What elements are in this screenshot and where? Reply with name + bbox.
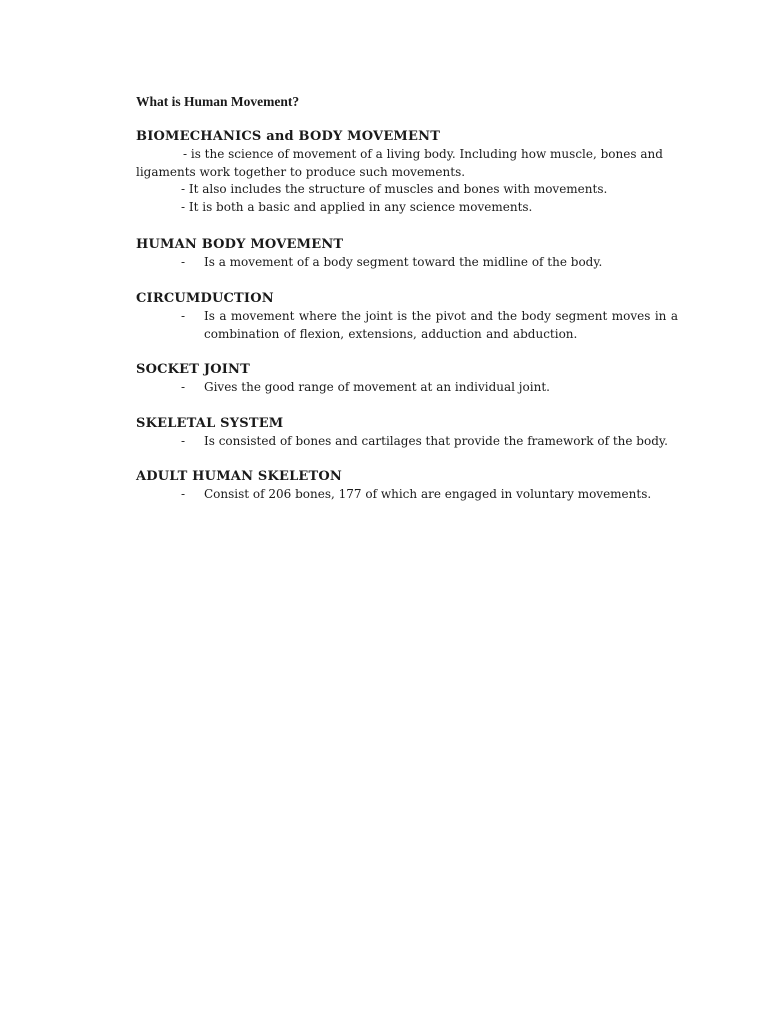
list-item-text: Gives the good range of movement at an individual joint. <box>204 380 550 394</box>
list-item <box>136 433 681 451</box>
section-adult-human-skeleton <box>136 468 681 504</box>
list-item-text: Is a movement where the joint is the pivot and the body segment moves in a combination of flexion, extensions, adduction and abduction. <box>204 309 678 341</box>
section-heading: CIRCUMDUCTION <box>136 291 274 306</box>
bullet-dash: - <box>181 309 186 323</box>
list-item-text: Is consisted of bones and cartilages that provide the framework of the body. <box>204 434 668 448</box>
list-item <box>136 379 681 397</box>
section-skeletal-system <box>136 415 681 451</box>
section-biomechanics <box>136 128 681 216</box>
paragraph-line <box>136 164 681 182</box>
paragraph-line <box>136 146 681 164</box>
paragraph-line <box>136 181 681 199</box>
list-item-text: Is a movement of a body segment toward the midline of the body. <box>204 255 603 269</box>
section-heading: BIOMECHANICS and BODY MOVEMENT <box>136 129 441 144</box>
bullet-dash: - <box>181 487 186 501</box>
bullet-dash: - <box>181 380 186 394</box>
bullet-dash: - <box>181 255 186 269</box>
list-item-text: Consist of 206 bones, 177 of which are engaged in voluntary movements. <box>204 487 652 501</box>
section-heading: SKELETAL SYSTEM <box>136 416 284 431</box>
section-heading: ADULT HUMAN SKELETON <box>136 469 343 484</box>
paragraph-line-text: - It is both a basic and applied in any science movements. <box>181 199 533 214</box>
paragraph-line-text: - It also includes the structure of muscles and bones with movements. <box>181 182 608 196</box>
section-human-body-movement <box>136 236 681 272</box>
bullet-dash: - <box>181 434 186 448</box>
section-circumduction <box>136 290 681 343</box>
paragraph-line-text: - is the science of movement of a living body. Including how muscle, bones and <box>183 147 663 161</box>
section-heading: SOCKET JOINT <box>136 362 250 377</box>
section-heading: HUMAN BODY MOVEMENT <box>136 237 344 252</box>
paragraph-line-text: ligaments work together to produce such movements. <box>136 164 466 179</box>
document-title: What is Human Movement? <box>136 94 300 109</box>
list-item <box>136 308 681 343</box>
list-item <box>136 486 681 504</box>
paragraph-line <box>136 199 681 217</box>
section-socket-joint <box>136 361 681 397</box>
list-item <box>136 254 681 272</box>
